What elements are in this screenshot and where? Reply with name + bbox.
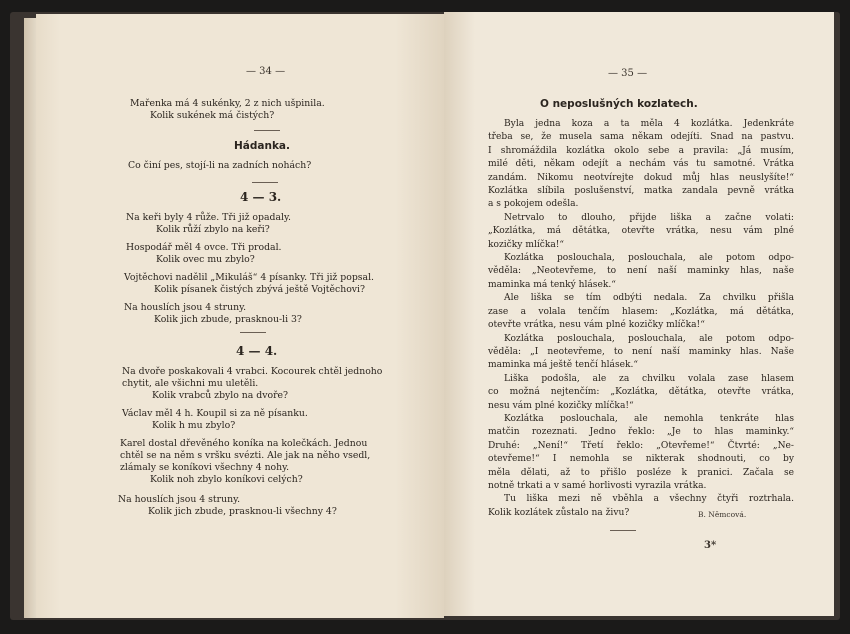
exercise-question: Kolik noh zbylo koníkovi celých?	[150, 474, 303, 485]
story-title: O neposlušných kozlatech.	[540, 98, 698, 110]
story-line: I shromáždila kozlátka okolo sebe a pravila: „Já musím,	[488, 145, 794, 156]
section-title: 4 — 4.	[236, 344, 278, 358]
exercise-line: zlámaly se koníkovi všechny 4 nohy.	[120, 462, 290, 473]
page-number-left: — 34 —	[246, 66, 286, 77]
exercise-line: chytit, ale všichni mu uletěli.	[122, 378, 259, 389]
story-line: Kolik kozlátek zůstalo na živu?	[488, 507, 630, 518]
story-line: třeba se, že musela sama někam odejíti. Snad na pastvu.	[488, 132, 794, 143]
story-line: otevřte vrátka, nesu vám plné kozičky mlíčka!“	[488, 320, 705, 331]
story-line: zase a volala tenčím hlasem: „Kozlátka, má dětátka,	[488, 306, 794, 317]
story-line: co možná nejtenčím: „Kozlátka, dětátka, otevřte vrátka,	[488, 387, 794, 398]
riddle-title: Hádanka.	[234, 140, 291, 152]
exercise-question: Kolik h mu zbylo?	[152, 420, 236, 431]
riddle-text: Co činí pes, stojí-li na zadních nohách?	[128, 160, 312, 171]
exercise-question: Kolik vrabců zbylo na dvoře?	[152, 390, 289, 401]
intro-question: Kolik sukének má čistých?	[150, 110, 275, 121]
exercise-line: Hospodář měl 4 ovce. Tři prodal.	[126, 242, 282, 253]
story-line: Tu liška mezi ně vběhla a všechny čtyři roztrhala.	[504, 494, 794, 505]
story-line: věděla: „Neotevřeme, to není naší maminky hlas, naše	[488, 266, 794, 277]
divider	[610, 530, 636, 531]
exercise-line: Na dvoře poskakovali 4 vrabci. Kocourek chtěl jednoho	[122, 366, 383, 377]
story-line: a s pokojem odešla.	[488, 199, 579, 210]
story-line: Kozlátka poslouchala, ale nemohla tenkráte hlas	[504, 413, 794, 424]
page-number-right: — 35 —	[608, 68, 648, 79]
right-page	[444, 12, 834, 616]
story-line: „Kozlátka, má dětátka, otevřte vrátka, nesu vám plné	[488, 226, 794, 237]
story-line: maminka má ještě tenčí hlásek.“	[488, 360, 639, 371]
exercise-line: Karel dostal dřevěného koníka na kolečkách. Jednou	[120, 438, 368, 449]
story-line: Kozlátka poslouchala, poslouchala, ale potom odpo-	[504, 333, 794, 344]
story-line: Kozlátka slíbila poslušenství, matka zandala pevně vrátka	[488, 186, 794, 197]
exercise-question: Kolik růží zbylo na keři?	[156, 224, 270, 235]
exercise-line: chtěl se na něm s vršku svézti. Ale jak na něho vsedl,	[120, 450, 371, 461]
exercise-line: Na keři byly 4 růže. Tři již opadaly.	[126, 212, 291, 223]
story-line: milé děti, někam odejít a nechám vás tu samotné. Vrátka	[488, 159, 794, 170]
story-line: kozičky mlíčka!“	[488, 239, 565, 250]
story-text	[488, 118, 794, 520]
story-line: Netrvalo to dlouho, přijde liška a začne volati:	[504, 212, 794, 223]
exercise-question: Kolik jich zbude, prasknou-li všechny 4?	[148, 506, 337, 517]
divider	[240, 332, 266, 333]
story-line: maminka má tenký hlásek.“	[488, 279, 616, 290]
divider	[252, 182, 278, 183]
story-line: Byla jedna koza a ta měla 4 kozlátka. Jedenkráte	[504, 119, 794, 129]
signature-mark: 3*	[704, 540, 717, 551]
story-line: Druhé: „Není!“ Třetí řeklo: „Otevřeme!“ Čtvrté: „Ne-	[488, 440, 794, 451]
author-signature: B. Němcová.	[698, 510, 747, 519]
story-line: zandám. Nikomu neotvírejte dokud můj hlas neuslyšíte!“	[488, 172, 794, 183]
intro-line: Mařenka má 4 sukénky, 2 z nich ušpinila.	[130, 98, 325, 109]
exercise-question: Kolik ovec mu zbylo?	[156, 254, 255, 265]
story-line: nesu vám plné kozičky mlíčka!“	[488, 400, 634, 411]
section-title: 4 — 3.	[240, 190, 282, 204]
exercise-line: Na houslích jsou 4 struny.	[124, 302, 247, 313]
story-line: věděla: „I neotevřeme, to není naší maminky hlas. Naše	[488, 346, 794, 357]
exercise-line: Na houslích jsou 4 struny.	[118, 494, 241, 505]
exercise-question: Kolik písanek čistých zbývá ještě Vojtěchovi?	[154, 284, 366, 295]
story-line: Liška podošla, ale za chvilku volala zase hlasem	[504, 373, 794, 384]
exercise-question: Kolik jich zbude, prasknou-li 3?	[154, 314, 302, 325]
exercise-line: Václav měl 4 h. Koupil si za ně písanku.	[122, 408, 308, 419]
story-line: Kozlátka poslouchala, poslouchala, ale potom odpo-	[504, 253, 794, 264]
left-page	[36, 14, 444, 618]
book	[10, 12, 840, 620]
story-line: Ale liška se tím odbýti nedala. Za chvilku přišla	[504, 293, 794, 304]
exercise-line: Vojtěchovi nadělil „Mikuláš“ 4 písanky. Tři již popsal.	[124, 272, 375, 283]
divider	[254, 130, 280, 131]
story-line: měla dělati, až to přišlo posléze k pranici. Začala se	[488, 467, 794, 478]
story-line: notně trkati a v samé horlivosti vyrazila vrátka.	[488, 480, 707, 491]
story-line: otevřeme!“ I nemohla se nikterak shodnouti, co by	[488, 454, 794, 465]
story-line: matčin rozeznati. Jedno řeklo: „Je to hlas maminky.“	[488, 427, 794, 438]
